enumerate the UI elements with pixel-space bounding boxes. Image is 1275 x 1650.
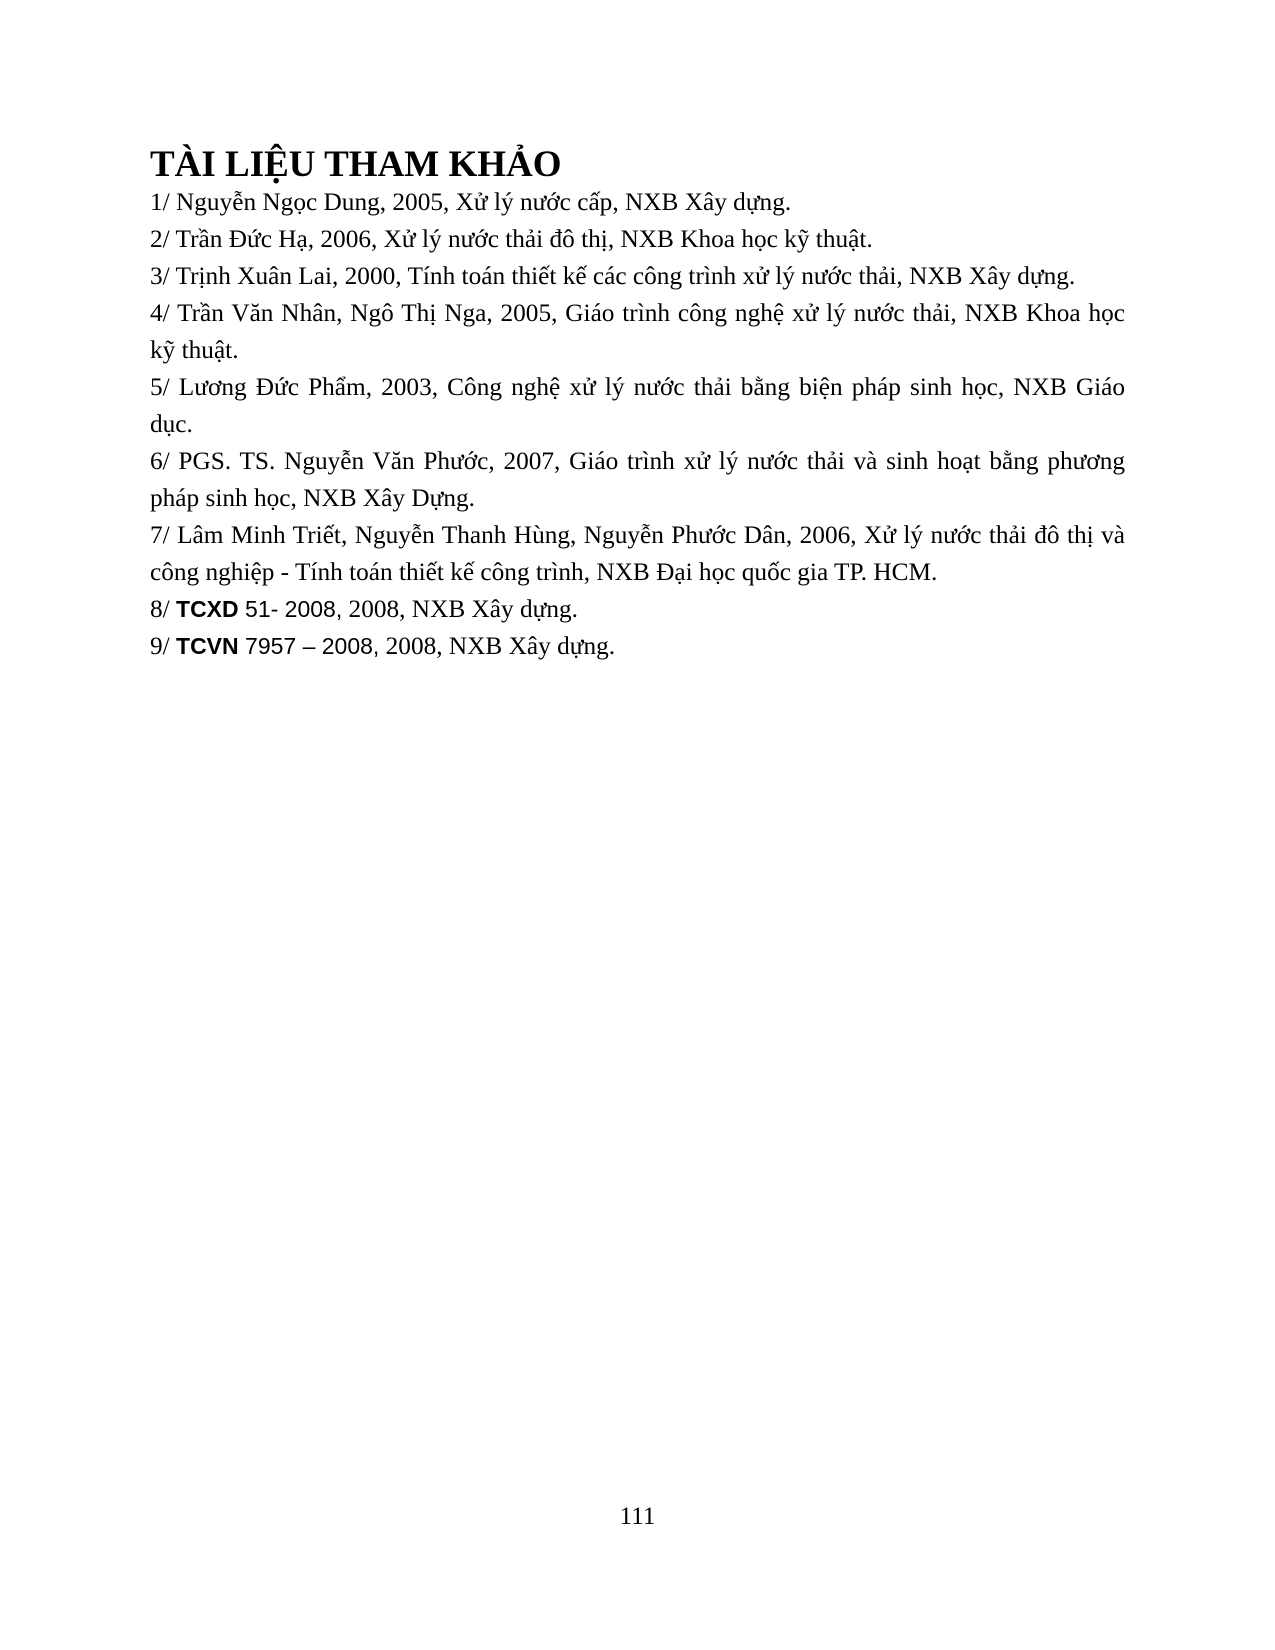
reference-item-standard [150, 591, 1125, 628]
standard-code-prefix: TCVN [176, 633, 239, 659]
reference-list [150, 184, 1125, 665]
standard-code [176, 633, 379, 659]
reference-number: 8/ [150, 595, 170, 623]
reference-item: 2/ Trần Đức Hạ, 2006, Xử lý nước thải đô thị, NXB Khoa học kỹ thuật. [150, 225, 873, 253]
reference-tail: 2008, NXB Xây dựng. [379, 632, 616, 660]
page-content [150, 143, 1125, 665]
reference-item: 7/ Lâm Minh Triết, Nguyễn Thanh Hùng, Nguyễn Phước Dân, 2006, Xử lý nước thải đô thị và công nghiệp - Tính toán thiết kế công trình, NXB Đại học quốc gia TP. HCM. [150, 521, 1125, 586]
reference-item: 5/ Lương Đức Phẩm, 2003, Công nghệ xử lý nước thải bằng biện pháp sinh học, NXB Giáo dục. [150, 373, 1125, 438]
reference-item: 6/ PGS. TS. Nguyễn Văn Phước, 2007, Giáo trình xử lý nước thải và sinh hoạt bằng phương pháp sinh học, NXB Xây Dựng. [150, 447, 1125, 512]
reference-item: 1/ Nguyễn Ngọc Dung, 2005, Xử lý nước cấp, NXB Xây dựng. [150, 188, 792, 216]
reference-tail: 2008, NXB Xây dựng. [342, 595, 578, 623]
standard-code-suffix: 51- 2008, [238, 596, 343, 622]
reference-item: 4/ Trần Văn Nhân, Ngô Thị Nga, 2005, Giáo trình công nghệ xử lý nước thải, NXB Khoa học kỹ thuật. [150, 299, 1125, 364]
standard-code-suffix: 7957 – 2008, [238, 633, 380, 659]
reference-item-standard [150, 628, 1125, 665]
standard-code-prefix: TCXD [176, 596, 239, 622]
page-title: TÀI LIỆU THAM KHẢO [150, 144, 562, 185]
reference-number: 9/ [150, 632, 170, 660]
standard-code [176, 596, 342, 622]
reference-item: 3/ Trịnh Xuân Lai, 2000, Tính toán thiết kế các công trình xử lý nước thải, NXB Xây dựng. [150, 262, 1076, 290]
page-number: 111 [619, 1503, 656, 1530]
